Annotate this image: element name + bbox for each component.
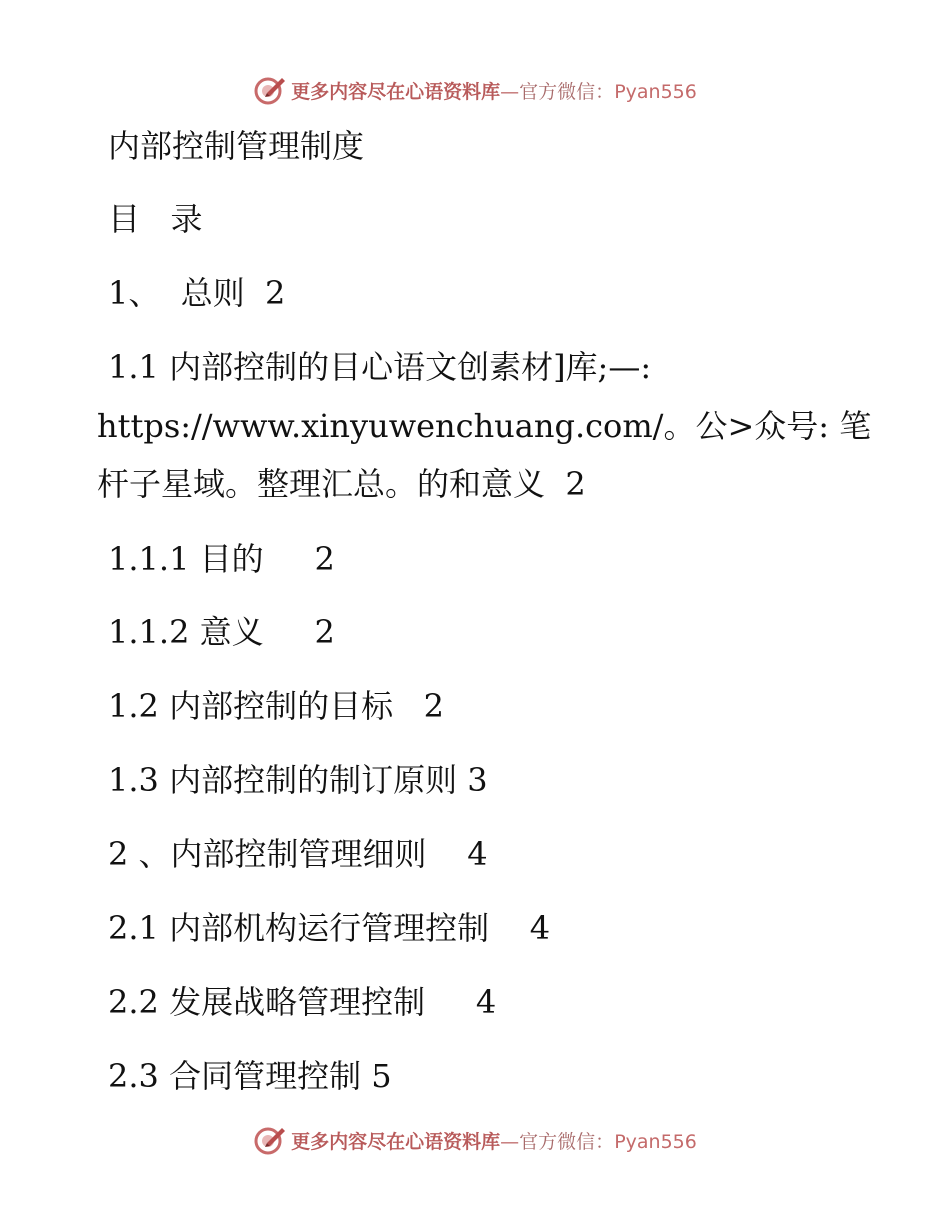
document-title: 内部控制管理制度 [108,127,365,165]
watermark-wechat-id: Pyan556 [614,1130,697,1153]
watermark-separator: — [500,80,520,103]
toc-line: 2.2 发展战略管理控制 4 [108,983,497,1021]
toc-line: 2.1 内部机构运行管理控制 4 [108,909,551,947]
watermark-wechat-id: Pyan556 [614,80,697,103]
watermark-main-text: 更多内容尽在心语资料库 [291,1130,501,1153]
toc-line: 1.1 内部控制的目心语文创素材]库;—: [108,348,652,386]
toc-heading: 目 录 [108,200,203,238]
toc-line: 1.3 内部控制的制订原则 3 [108,761,488,799]
toc-line: 1、 总则 2 [108,274,286,312]
toc-line: 1.1.1 目的 2 [108,540,335,578]
footer-watermark-banner [0,1120,950,1160]
watermark-separator: — [500,1130,520,1153]
toc-line: 1.1.2 意义 2 [108,613,335,651]
watermark-text [291,1127,697,1154]
watermark-sub-text: 官方微信： [519,1130,615,1153]
pen-logo-icon [253,1123,287,1157]
watermark-sub-text: 官方微信： [519,80,615,103]
toc-line: 2.3 合同管理控制 5 [108,1057,392,1095]
watermark-main-text: 更多内容尽在心语资料库 [291,80,501,103]
toc-line: 1.2 内部控制的目标 2 [108,687,444,725]
toc-line: https://www.xinyuwenchuang.com/。公>众号: 笔 [97,407,872,445]
toc-line: 杆子星域。整理汇总。的和意义 2 [97,465,586,503]
toc-line: 2 、内部控制管理细则 4 [108,835,488,873]
